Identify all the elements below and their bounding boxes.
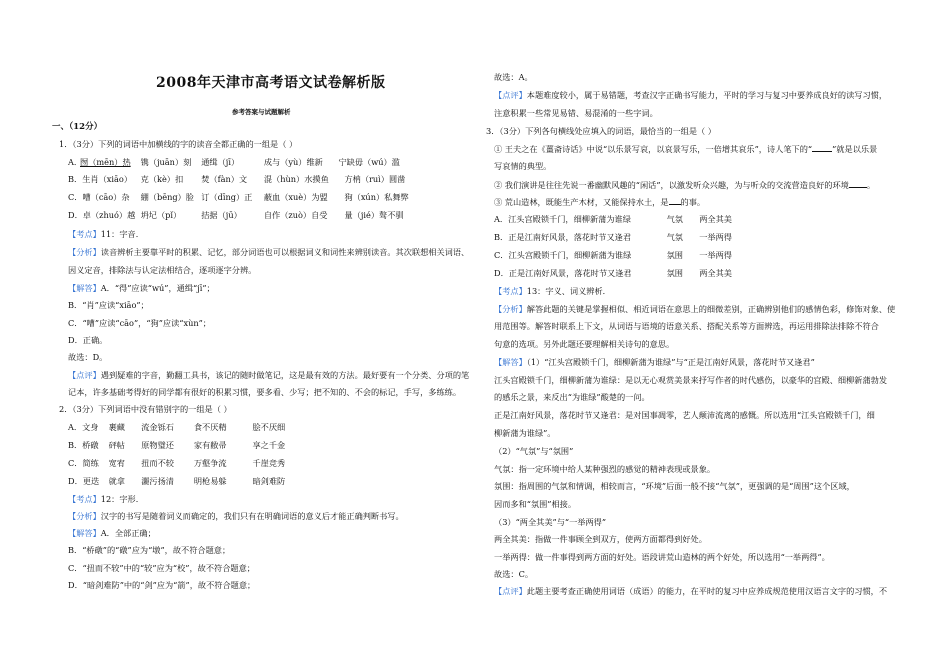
kaodian-tag: 【考点】	[68, 494, 101, 504]
q3-d-item: 两全其美	[699, 268, 732, 278]
q1-d-item: 量（jié）骜不驯	[344, 210, 404, 220]
q1-jieda-b: B．“肖”应读“xiāo”；	[68, 300, 149, 310]
q3-s3-text: ③ 荒山造林，既能生产木材，又能保持水土，是	[494, 197, 669, 207]
q3-b-item: 气氛	[666, 232, 683, 242]
jieda-text: A．全部正确；	[100, 528, 156, 538]
q3-sentence-1-cont: 写哀情的典型。	[494, 161, 552, 171]
q3-para-4: 柳新蒲为谁绿”。	[494, 428, 556, 438]
q3-answer: 故选：C。	[494, 569, 534, 579]
q1-c-item: 订（dīng）正	[201, 192, 253, 202]
fenxi-text: 解答此题的关键是掌握相似、相近词语在意思上的细微差别，正确辨别他们的感情色彩，修饰对象、使	[526, 304, 896, 314]
q3-sentence-1	[494, 143, 877, 155]
q3-para-10: 两全其美：指做一件事顾全到双方，使两方面都得到好处。	[494, 534, 707, 544]
q2-b-item: 原物璧还	[141, 440, 174, 450]
q2-c-item: 扭而不较	[141, 458, 174, 468]
q2-kaodian	[68, 494, 144, 505]
fenxi-text: 汉字的书写是随着词义而确定的，我们只有在明确词语的意义后才能正确判断书写。	[100, 511, 404, 521]
q1-jieda-c: C．“嘈”应读“cāo”，“狗”应读“xùn”；	[68, 318, 211, 328]
q1-dianping-cont: 记本，许多基础考得好的同学都有很好的积累习惯，要多看、少写；把不知的、不会的标记，手写，多练练。	[68, 387, 462, 397]
q2-a-item: A．文身	[68, 422, 99, 432]
jieda-text: A．“得”应读“wú”，通缉“jī”；	[100, 283, 215, 293]
q3-fenxi-3: 句意的选项。另外此题还要理解相关诗句的意思。	[494, 339, 675, 349]
q3-para-5: （2）“气氛”与“氛围”	[494, 446, 574, 456]
q1-jieda	[68, 283, 215, 294]
q1-fenxi-cont: 因义定音，排除法与认定法相结合，逐项逐字分辨。	[68, 265, 257, 275]
q3-s1-text: ① 王夫之在《薑斋诗话》中说“以乐景写哀，以哀景写乐，一倍增其哀乐”，诗人笔下的“	[494, 144, 813, 154]
q3-option-c	[494, 250, 732, 261]
q1-b-item: B．生肖（xiāo）	[68, 174, 133, 184]
q3-a-item: 两全其美	[699, 214, 732, 224]
q2-option-b	[68, 440, 285, 451]
kaodian-tag: 【考点】	[494, 286, 527, 296]
q3-para-8: 因而多和“氛围”相接。	[494, 499, 577, 509]
jieda-text: （1）“江头宫殿锁千门，细柳新蒲为谁绿”与“正是江南好风景，落花时节又逢君”	[526, 357, 815, 367]
q1-b-item: 克（kè）扣	[140, 174, 184, 184]
q1-c-item: 蔽血（xuè）为盟	[263, 192, 328, 202]
q1-c-item: 綳（bēng）脸	[140, 192, 194, 202]
q2-d-item: 灑污扬清	[141, 476, 174, 486]
q1-stem: 1．（3分）下列的词语中加横线的字的读音全都正确的一组是（ ）	[59, 139, 298, 149]
q3-option-d	[494, 268, 732, 279]
q2-note-d: D．“暗剑难防”中的“剑”应为“箭”，故不符合题意；	[68, 580, 256, 590]
jieda-tag: 【解答】	[494, 357, 527, 367]
fenxi-text: 读音辨析主要靠平时的积累、记忆，部分词语也可以根据词义和词性来辨别读音。其次联想相关词语、	[100, 247, 470, 257]
page-subtitle: 参考答案与试题解析	[232, 108, 291, 116]
q3-a-item: 气氛	[666, 214, 683, 224]
q2-jieda	[68, 528, 156, 539]
q2-fenxi	[68, 511, 404, 522]
q2-c-item: 万壑争流	[193, 458, 227, 468]
jieda-tag: 【解答】	[68, 283, 101, 293]
fenxi-tag: 【分析】	[494, 304, 527, 314]
q1-option-c	[68, 192, 409, 203]
q3-para-7: 氛围：指周围的气氛和情调，相较而言，“环境”后面一般不接“气氛”，更强调的是“周围”这个区域，	[494, 481, 855, 491]
q2-d-item: 就拿	[108, 476, 125, 486]
q3-d-item: D．正是江南好风景，落花时节又逢君	[494, 268, 632, 278]
q1-option-b	[68, 174, 405, 185]
q1-b-item: 焚（fàn）文	[201, 174, 248, 184]
dianping-text: 此题主要考查正确使用词语（成语）的能力，在平时的复习中应养成规范使用汉语言文字的习惯，不	[526, 586, 888, 596]
q3-b-item: B．正是江南好风景，落花时节又逢君	[494, 232, 632, 242]
dianping-tag: 【点评】	[494, 586, 527, 596]
q3-para-1: 江头宫殿锁千门，细柳新蒲为谁绿：是以无心观赏美景来抒写作者的时代感伤，以豪华的宫殿、细柳新蒲勃发	[494, 375, 888, 385]
q3-stem: 3．（3分）下列各句横线处应填入的词语，最恰当的一组是（ ）	[486, 126, 716, 136]
section-heading: 一、（12分）	[52, 122, 103, 132]
q2-c-item: C．简练	[68, 458, 99, 468]
dianping-text: 本题难度较小，属于易错题，考查汉字正确书写能力，平时的学习与复习中要养成良好的读写习惯，	[526, 90, 888, 100]
jieda-tag: 【解答】	[68, 528, 101, 538]
kaodian-text: 11：字音．	[100, 229, 144, 239]
kaodian-text: 13：字义、词义辨析．	[526, 286, 611, 296]
dianping-text: 遇到疑难的字音，勤翻工具书，该记的随时做笔记，这是最有效的方法。最好要有一个分类、分项的笔	[100, 370, 470, 380]
q3-para-11: 一举两得：做一件事得到两方面的好处。语段讲荒山造林的两个好处，所以选用“一举两得”。	[494, 552, 830, 562]
fenxi-tag: 【分析】	[68, 247, 101, 257]
q2-option-c	[68, 458, 285, 469]
kaodian-tag: 【考点】	[68, 229, 101, 239]
q2-answer: 故选：A。	[494, 72, 533, 82]
q1-b-item: 混（hùn）水摸鱼	[263, 174, 329, 184]
q1-d-item: 拮据（jū）	[201, 210, 242, 220]
q3-para-9: （3）“两全其美”与“一举两得”	[494, 517, 607, 527]
q3-d-item: 氛围	[666, 268, 683, 278]
q3-jieda	[494, 357, 815, 368]
q2-a-item: 裹藏	[108, 422, 125, 432]
q3-s3-text-end: 的事。	[680, 197, 706, 207]
q2-option-a	[68, 422, 285, 433]
q2-a-item: 脍不厌细	[252, 422, 286, 432]
q1-a-item: 囫（mēn）热	[80, 157, 131, 167]
q2-b-item: 享之千金	[252, 440, 286, 450]
q1-a-item: 成与（yù）维新	[263, 157, 323, 167]
q1-c-item: 狗（xún）私舞弊	[344, 192, 409, 202]
q2-c-item: 千崖竞秀	[252, 458, 286, 468]
q3-fenxi-2: 用范围等。解答时联系上下文，从词语与语境的语意关系、搭配关系等方面辨选，再运用排除法排除不符合	[494, 321, 879, 331]
q1-a-item: 宁缺毋（wú）滥	[338, 157, 400, 167]
q3-a-item: A．江头宫殿锁千门，细柳新蒲为谁绿	[494, 214, 631, 224]
q1-dianping	[68, 370, 469, 381]
q3-dianping	[494, 586, 887, 597]
q3-fenxi	[494, 304, 895, 315]
q3-s2-blank	[849, 179, 867, 188]
q2-c-item: 宽宥	[108, 458, 125, 468]
q3-s2-text: ② 我们演讲是往往先说一番幽默风趣的“闲话”，以激发听众兴趣，为与听众的交流营造良好的环境	[494, 180, 849, 190]
q3-option-a	[494, 214, 732, 225]
q1-fenxi	[68, 247, 469, 258]
q3-para-6: 气氛：指一定环境中给人某种强烈的感觉的精神表现或景象。	[494, 464, 716, 474]
kaodian-text: 12：字形．	[100, 494, 144, 504]
q2-a-item: 流金铄石	[141, 422, 174, 432]
dianping-tag: 【点评】	[494, 90, 527, 100]
q3-s1-blank	[812, 143, 832, 152]
q2-a-item: 食不厌精	[193, 422, 227, 432]
q1-a-item: 镌（juān）刻	[140, 157, 192, 167]
q3-kaodian	[494, 286, 611, 297]
q1-option-d	[68, 210, 404, 221]
q2-b-item: 家有敝帚	[193, 440, 227, 450]
q2-dianping-cont: 注意积累一些常见易错、易混淆的一些字词。	[494, 108, 658, 118]
q3-c-item: 氛围	[666, 250, 683, 260]
q2-d-item: D．更迭	[68, 476, 100, 486]
q2-d-item: 明枪易躲	[193, 476, 227, 486]
q1-answer: 故选：D。	[68, 352, 108, 362]
q1-a-item: 通缉（jī）	[201, 157, 240, 167]
q2-option-d	[68, 476, 285, 487]
q3-s1-text-end: ”就是以乐景	[832, 144, 878, 154]
q1-d-item: 坍圮（pǐ）	[140, 210, 182, 220]
q2-dianping	[494, 90, 887, 101]
q3-s3-blank	[669, 196, 681, 205]
fenxi-tag: 【分析】	[68, 511, 101, 521]
dianping-tag: 【点评】	[68, 370, 101, 380]
q3-option-b	[494, 232, 732, 243]
q1-d-item: 自作（zuò）自受	[263, 210, 328, 220]
q3-c-item: C．江头宫殿锁千门，细柳新蒲为谁绿	[494, 250, 632, 260]
q3-sentence-3	[494, 196, 705, 208]
q1-b-item: 方枘（ruì）圆凿	[344, 174, 406, 184]
q3-para-2: 的感乐之景，来反出“为谁绿”酸楚的一问。	[494, 392, 650, 402]
q1-kaodian	[68, 229, 144, 240]
q1-c-item: C．嘈（cāo）杂	[68, 192, 130, 202]
q2-d-item: 暗剑难防	[252, 476, 286, 486]
q3-c-item: 一举两得	[699, 250, 732, 260]
q1-jieda-d: D．正确。	[68, 335, 108, 345]
q1-d-item: D．卓（zhuó）越	[68, 210, 136, 220]
q2-note-b: B．“桥礅”的“礅”应为“墩”，故不符合题意；	[68, 545, 231, 555]
q2-note-c: C．“扭而不较”中的“较”应为“校”，故不符合题意；	[68, 563, 255, 573]
q3-b-item: 一举两得	[699, 232, 732, 242]
q2-b-item: 砰帖	[108, 440, 125, 450]
q3-sentence-2: ② 我们演讲是往往先说一番幽默风趣的“闲话”，以激发听众兴趣，为与听众的交流营造良好的环境 。	[494, 180, 876, 190]
q3-para-3: 正是江南好风景，落花时节又逢君：是对国事凋零，艺人颠沛流离的感慨。所以选用“江头宫殿锁千门，细	[494, 410, 875, 420]
q1-option-a-items	[80, 157, 400, 168]
q2-b-item: B．桥礅	[68, 440, 99, 450]
page-title: 2008年天津市高考语文试卷解析版	[156, 75, 386, 91]
q2-stem: 2．（3分）下列词语中没有错别字的一组是（ ）	[59, 404, 232, 414]
option-letter: A．	[68, 157, 83, 167]
